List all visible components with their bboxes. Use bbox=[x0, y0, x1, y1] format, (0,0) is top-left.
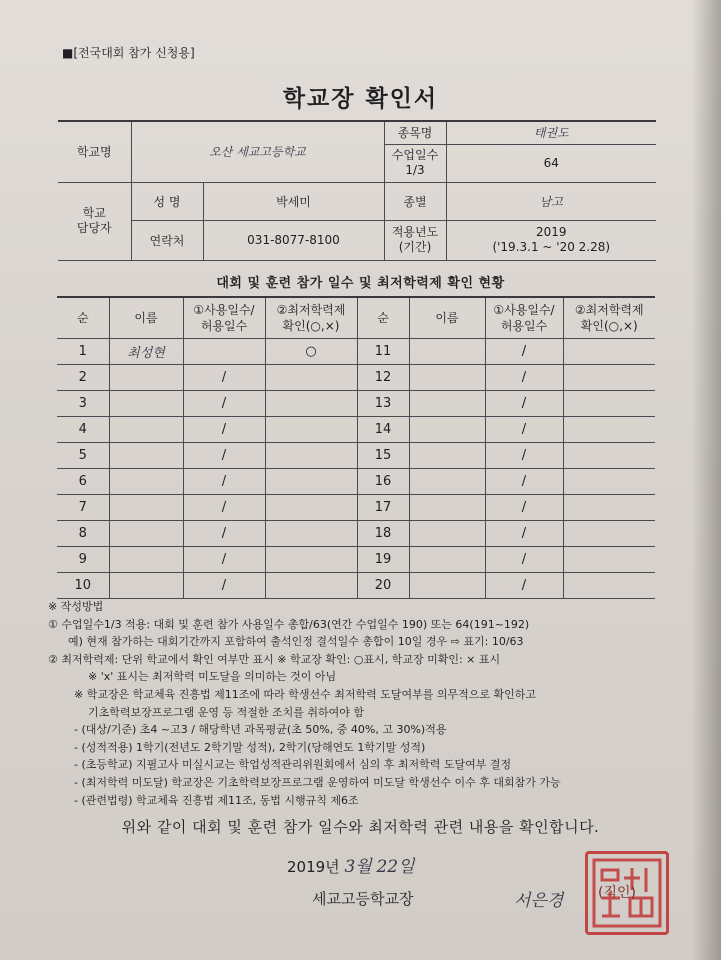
row-min-check bbox=[563, 391, 655, 417]
row-min-check bbox=[563, 573, 655, 599]
row-days: / bbox=[485, 547, 563, 573]
table-row bbox=[57, 547, 655, 573]
note-principal-a: ※ 학교장은 학교체육 진흥법 제11조에 따라 학생선수 최저학력 도달여부를 의무적으로 확인하고 bbox=[74, 687, 536, 701]
row-number: 7 bbox=[57, 495, 109, 521]
class-days-value: 64 bbox=[446, 144, 656, 182]
row-days: / bbox=[485, 573, 563, 599]
header-no: 순 bbox=[57, 297, 109, 339]
signature-date bbox=[287, 852, 415, 877]
row-min-check bbox=[265, 521, 357, 547]
row-min-check bbox=[563, 547, 655, 573]
header-name: 이름 bbox=[409, 297, 485, 339]
row-number: 1 bbox=[57, 339, 109, 365]
category-value: 남고 bbox=[446, 182, 656, 220]
event-value: 태권도 bbox=[446, 121, 656, 144]
note-detail: - (관련법령) 학교체육 진흥법 제11조, 동법 시행규칙 제6조 bbox=[74, 793, 359, 807]
row-number: 5 bbox=[57, 443, 109, 469]
year-label: 적용년도 (기간) bbox=[384, 220, 446, 260]
participation-table bbox=[57, 296, 655, 599]
note-detail: - (성적적용) 1학기(전년도 2학기말 성적), 2학기(당해연도 1학기말 성적) bbox=[74, 740, 426, 754]
row-days: / bbox=[183, 495, 265, 521]
row-days: / bbox=[485, 391, 563, 417]
row-min-check bbox=[265, 469, 357, 495]
header-name: 이름 bbox=[109, 297, 183, 339]
year-value: 2019 ('19.3.1 ~ '20 2.28) bbox=[446, 220, 656, 260]
row-name bbox=[109, 495, 183, 521]
row-name bbox=[409, 521, 485, 547]
form-tag: ■[전국대회 참가 신청용] bbox=[62, 46, 195, 60]
row-days: / bbox=[183, 365, 265, 391]
note-item-2: ② 최저학력제: 단위 학교에서 확인 여부만 표시 ※ 학교장 확인: ○표시, 학교장 미확인: × 표시 bbox=[48, 652, 501, 666]
row-name: 최성현 bbox=[109, 339, 183, 365]
row-min-check bbox=[265, 365, 357, 391]
row-name bbox=[109, 521, 183, 547]
info-table bbox=[58, 120, 656, 261]
row-name bbox=[109, 547, 183, 573]
header-days: ①사용일수/ 허용일수 bbox=[183, 297, 265, 339]
row-min-check bbox=[563, 443, 655, 469]
row-number: 11 bbox=[357, 339, 409, 365]
row-number: 15 bbox=[357, 443, 409, 469]
row-days: / bbox=[183, 469, 265, 495]
date-year: 2019년 bbox=[287, 858, 340, 876]
principal-title: 세교고등학교장 bbox=[312, 890, 414, 908]
table-row bbox=[57, 573, 655, 599]
row-number: 17 bbox=[357, 495, 409, 521]
event-label: 종목명 bbox=[384, 121, 446, 144]
table-row bbox=[57, 417, 655, 443]
row-min-check: ○ bbox=[265, 339, 357, 365]
date-day: 22일 bbox=[376, 857, 415, 877]
header-no: 순 bbox=[357, 297, 409, 339]
row-number: 6 bbox=[57, 469, 109, 495]
row-days: / bbox=[485, 443, 563, 469]
row-min-check bbox=[265, 495, 357, 521]
row-days bbox=[183, 339, 265, 365]
row-number: 20 bbox=[357, 573, 409, 599]
table-row bbox=[57, 495, 655, 521]
row-days: / bbox=[485, 495, 563, 521]
row-name bbox=[409, 443, 485, 469]
row-days: / bbox=[183, 573, 265, 599]
row-name bbox=[409, 495, 485, 521]
row-days: / bbox=[183, 521, 265, 547]
row-number: 12 bbox=[357, 365, 409, 391]
row-number: 2 bbox=[57, 365, 109, 391]
table-row bbox=[57, 339, 655, 365]
table-header-row bbox=[57, 297, 655, 339]
row-min-check bbox=[563, 417, 655, 443]
date-month: 3월 bbox=[344, 857, 372, 877]
category-label: 종별 bbox=[384, 182, 446, 220]
row-days: / bbox=[485, 339, 563, 365]
notes-heading: ※ 작성방법 bbox=[48, 600, 104, 613]
row-number: 3 bbox=[57, 391, 109, 417]
row-days: / bbox=[485, 417, 563, 443]
row-min-check bbox=[265, 547, 357, 573]
row-days: / bbox=[183, 443, 265, 469]
principal-signature: 서은경 bbox=[514, 891, 564, 911]
row-number: 8 bbox=[57, 521, 109, 547]
row-name bbox=[409, 339, 485, 365]
row-number: 14 bbox=[357, 417, 409, 443]
row-number: 9 bbox=[57, 547, 109, 573]
row-min-check bbox=[563, 365, 655, 391]
row-days: / bbox=[183, 547, 265, 573]
row-name bbox=[409, 391, 485, 417]
table-row bbox=[57, 365, 655, 391]
table-row bbox=[57, 391, 655, 417]
header-min: ②최저학력제 확인(○,×) bbox=[563, 297, 655, 339]
row-min-check bbox=[265, 417, 357, 443]
name-value: 박세미 bbox=[203, 182, 384, 220]
phone-label: 연락처 bbox=[131, 220, 203, 260]
row-number: 10 bbox=[57, 573, 109, 599]
row-min-check bbox=[563, 495, 655, 521]
row-number: 19 bbox=[357, 547, 409, 573]
row-min-check bbox=[265, 443, 357, 469]
class-days-label: 수업일수 1/3 bbox=[384, 144, 446, 182]
row-days: / bbox=[485, 469, 563, 495]
row-min-check bbox=[563, 469, 655, 495]
school-label: 학교명 bbox=[58, 121, 131, 182]
row-name bbox=[109, 443, 183, 469]
row-name bbox=[409, 417, 485, 443]
note-item-1b: 예) 현재 참가하는 대회기간까지 포함하여 출석인정 결석일수 총합이 10일 경우 ⇨ 표기: 10/63 bbox=[68, 635, 524, 649]
row-min-check bbox=[265, 391, 357, 417]
note-detail: - (초등학교) 지필고사 미실시교는 학업성적관리위원회에서 심의 후 최저학력 도달여부 결정 bbox=[74, 758, 512, 772]
row-name bbox=[109, 391, 183, 417]
note-item-1a: ① 수업일수1/3 적용: 대회 및 훈련 참가 사용일수 총합/63(연간 수업일수 190) 또는 64(191~192) bbox=[48, 617, 530, 631]
note-detail: - (최저학력 미도달) 학교장은 기초학력보장프로그램 운영하여 미도달 학생선수 이수 후 대회참가 가능 bbox=[74, 775, 561, 789]
row-name bbox=[409, 547, 485, 573]
note-detail: - (대상/기준) 초4 ~고3 / 해당학년 과목평균(초 50%, 중 40%, 고 30%)적용 bbox=[74, 723, 447, 737]
section-title: 대회 및 훈련 참가 일수 및 최저학력제 확인 현황 bbox=[216, 276, 505, 291]
table-row bbox=[57, 469, 655, 495]
header-days: ①사용일수/ 허용일수 bbox=[485, 297, 563, 339]
name-label: 성 명 bbox=[131, 182, 203, 220]
row-name bbox=[109, 365, 183, 391]
confirmation-statement: 위와 같이 대회 및 훈련 참가 일수와 최저학력 관련 내용을 확인합니다. bbox=[121, 818, 600, 836]
table-row bbox=[57, 443, 655, 469]
document-title: 학교장 확인서 bbox=[282, 86, 439, 112]
header-min: ②최저학력제 확인(○,×) bbox=[265, 297, 357, 339]
row-name bbox=[409, 469, 485, 495]
row-min-check bbox=[265, 573, 357, 599]
phone-value: 031-8077-8100 bbox=[203, 220, 384, 260]
row-number: 13 bbox=[357, 391, 409, 417]
row-name bbox=[409, 573, 485, 599]
row-days: / bbox=[183, 391, 265, 417]
row-number: 4 bbox=[57, 417, 109, 443]
row-name bbox=[109, 417, 183, 443]
row-days: / bbox=[485, 365, 563, 391]
staff-label: 학교 담당자 bbox=[58, 182, 131, 260]
row-number: 18 bbox=[357, 521, 409, 547]
row-name bbox=[109, 469, 183, 495]
row-name bbox=[409, 365, 485, 391]
school-value: 오산 세교고등학교 bbox=[131, 121, 384, 182]
table-row bbox=[57, 521, 655, 547]
note-x-mark: ※ 'x' 표시는 최저학력 미도달을 의미하는 것이 아님 bbox=[88, 670, 337, 684]
row-days: / bbox=[183, 417, 265, 443]
row-min-check bbox=[563, 521, 655, 547]
row-number: 16 bbox=[357, 469, 409, 495]
row-min-check bbox=[563, 339, 655, 365]
row-name bbox=[109, 573, 183, 599]
seal-label: (직인) bbox=[598, 885, 636, 901]
note-principal-b: 기초학력보장프로그램 운영 등 적절한 조치를 취하여야 함 bbox=[88, 705, 365, 719]
row-days: / bbox=[485, 521, 563, 547]
instructions bbox=[48, 598, 688, 809]
